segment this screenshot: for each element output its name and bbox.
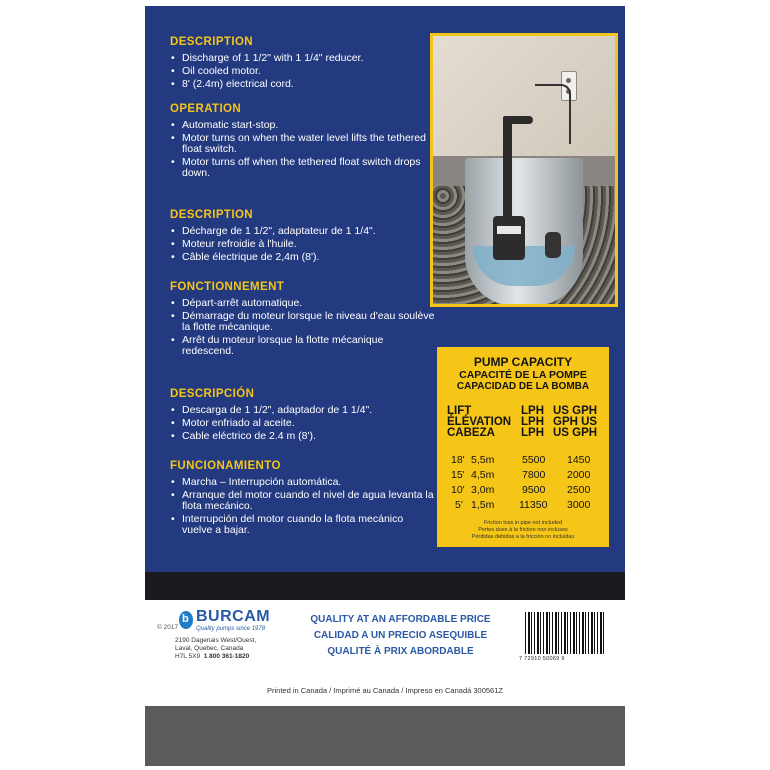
list-item: • Automatic start-stop.: [170, 120, 435, 131]
printed-in-canada: Printed in Canada / Imprimé au Canada / Impreso en Canadá 300561Z: [267, 686, 503, 695]
sump-pit-illustration: [430, 33, 618, 307]
list-item: • 8' (2.4m) electrical cord.: [170, 79, 435, 90]
pc-title-es: CAPACIDAD DE LA BOMBA: [456, 381, 590, 392]
pc-title-fr: CAPACITÉ DE LA POMPE: [459, 369, 587, 381]
discharge-pipe-elbow: [503, 116, 533, 124]
list-item: • Interrupción del motor cuando la flota mecánico vuelve a bajar.: [170, 514, 435, 536]
pc-head-lift-fr: ÉLÉVATION: [447, 416, 512, 428]
quality-en: QUALITY AT AN AFFORDABLE PRICE: [310, 614, 491, 625]
pc-head-gph: US GPH: [553, 427, 598, 439]
lift-ft: 10': [451, 484, 465, 496]
lift-ft: 15': [451, 469, 465, 481]
quality-es: CALIDAD A UN PRECIO ASEQUIBLE: [313, 630, 488, 641]
friction-note-en: Friction loss in pipe not included: [483, 520, 563, 526]
list-item: • Démarrage du moteur lorsque le niveau d'eau soulève la flotte mécanique.: [170, 311, 435, 333]
dark-band: [145, 572, 625, 600]
brand-tagline: Quality pumps since 1978: [196, 626, 266, 632]
list-item: • Départ-arrêt automatique.: [170, 298, 435, 309]
lift-m: 1,5m: [471, 499, 495, 511]
list-item: • Câble électrique de 2,4m (8').: [170, 252, 435, 263]
discharge-pipe: [503, 116, 512, 220]
table-row: [437, 484, 609, 496]
basement-wall: [433, 36, 615, 171]
section-title: FUNCIONAMIENTO: [170, 460, 281, 472]
list-item: • Descarga de 1 1/2", adaptador de 1 1/4".: [170, 405, 435, 416]
section-title: DESCRIPCIÓN: [170, 388, 255, 400]
section-title: FONCTIONNEMENT: [170, 281, 285, 293]
list-item: • Oil cooled motor.: [170, 66, 435, 77]
pc-head-lift-en: LIFT: [447, 405, 472, 417]
lift-m: 4,5m: [471, 469, 495, 481]
logo-letter: b: [182, 613, 189, 625]
gph-value: 2500: [567, 484, 591, 496]
address-line: 2190 Dagenais West/Ouest,: [175, 637, 257, 644]
pc-head-gph: US GPH: [553, 405, 598, 417]
company-address: [175, 637, 256, 661]
table-row: [437, 499, 609, 511]
pump-capacity-box: [437, 347, 609, 547]
barcode: [525, 612, 605, 654]
pc-head-lph: LPH: [521, 416, 544, 428]
list-item: • Discharge of 1 1/2" with 1 1/4" reducer.: [170, 53, 435, 64]
section-funcionamiento-es: [170, 460, 435, 538]
float-switch-icon: [545, 232, 561, 258]
list-item: • Arrêt du moteur lorsque la flotte mécanique redescend.: [170, 335, 435, 357]
pc-head-gph: GPH US: [553, 416, 598, 428]
pump-icon: [493, 216, 525, 260]
phone-number: 1 800 361-1820: [203, 653, 250, 660]
lift-m: 3,0m: [471, 484, 495, 496]
list-item: • Motor enfriado al aceite.: [170, 418, 435, 429]
address-line: Laval, Quebec, Canada: [175, 645, 244, 652]
pump-label: [497, 226, 521, 234]
section-operation-en: [170, 103, 435, 181]
list-item: • Moteur refroidie à l'huile.: [170, 239, 435, 250]
section-title: DESCRIPTION: [170, 36, 253, 48]
pc-head-lph: LPH: [521, 427, 544, 439]
friction-note-fr: Pertes dues à la friction non incluses: [478, 527, 568, 533]
address-line: H7L 5X9: [175, 653, 201, 660]
copyright: © 2017: [157, 624, 179, 631]
lph-value: 11350: [519, 499, 548, 511]
brand-name: BURCAM: [196, 608, 271, 625]
pc-title-en: PUMP CAPACITY: [473, 355, 573, 369]
lph-value: 9500: [522, 484, 546, 496]
burcam-logo-icon: [179, 611, 193, 629]
list-item: • Cable eléctrico de 2.4 m (8').: [170, 431, 435, 442]
pc-head-lph: LPH: [521, 405, 544, 417]
lph-value: 5500: [522, 454, 546, 466]
pc-head-lift-es: CABEZA: [447, 427, 495, 439]
lph-value: 7800: [522, 469, 546, 481]
quality-fr: QUALITÉ À PRIX ABORDABLE: [327, 646, 474, 657]
power-cord: [535, 84, 571, 144]
list-item: • Motor turns on when the water level lifts the tethered float switch.: [170, 133, 435, 155]
package-back: [145, 6, 625, 766]
barcode-number: 7 72910 50069 9: [519, 656, 565, 662]
list-item: • Décharge de 1 1/2", adaptateur de 1 1/4".: [170, 226, 435, 237]
section-title: DESCRIPTION: [170, 209, 253, 221]
section-title: OPERATION: [170, 103, 242, 115]
gph-value: 2000: [567, 469, 591, 481]
table-row: [437, 454, 609, 466]
lift-ft: 5': [455, 499, 463, 511]
lift-ft: 18': [451, 454, 465, 466]
list-item: • Motor turns off when the tethered float switch drops down.: [170, 157, 435, 179]
section-description-fr: [170, 209, 435, 265]
gray-band: [145, 706, 625, 766]
lift-m: 5,5m: [471, 454, 495, 466]
gph-value: 3000: [567, 499, 591, 511]
list-item: • Arranque del motor cuando el nivel de agua levanta la flota mecánico.: [170, 490, 435, 512]
section-fonctionnement-fr: [170, 281, 435, 359]
gph-value: 1450: [567, 454, 591, 466]
section-descripcion-es: [170, 388, 435, 444]
friction-note-es: Pérdidas debidas a la fricción no incluidas: [471, 534, 575, 540]
section-description-en: [170, 36, 435, 92]
table-row: [437, 469, 609, 481]
list-item: • Marcha – Interrupción automática.: [170, 477, 435, 488]
